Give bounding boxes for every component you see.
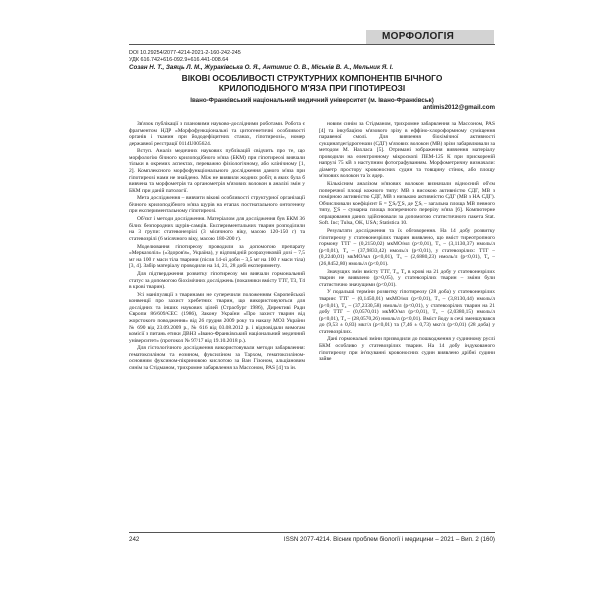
article-title-line-1: ВІКОВІ ОСОБЛИВОСТІ СТРУКТУРНИХ КОМПОНЕНТІВ БІЧНОГО — [181, 73, 443, 83]
paragraph: Кількісним аналізом м'язових волокон визначали відносний об'єм поперечної площі кожного типу: МВ з високою активністю СДГ, МВ з помірною активністю СДГ, МВ з низькою активністю СДГ (МВ з НА СДГ). Обчислювали коефіцієнт Б = ∑Sᵢ/∑S, де ∑Sᵢ – загальна площа МВ певного типу, ∑S – сумарна площа поперечного перерізу м'яза [6]. Компютерне опрацювання даних здійснювали за допомогою статистичного пакета Stat. Soft. Inc; Tulsa, OK, USA; Statistica 10. — [319, 181, 495, 227]
contact-email[interactable]: antimis2012@gmail.com — [422, 104, 495, 111]
left-text-column — [129, 121, 305, 529]
section-title: МОРФОЛОГІЯ — [382, 31, 455, 42]
footer-divider — [129, 532, 495, 533]
paragraph: Значущих змін вмісту ТТГ, T₃, T₄ в крові на 21 добу у статевонезрілих тварин не виявлено (p>0,05), у статевозрілих тварин – зміни були статистично значущими (p<0,01). — [319, 268, 495, 288]
doi-line: DOI 10.29254/2077-4214-2021-2-160-242-245 — [129, 50, 241, 56]
journal-citation: ISSN 2077-4214. Вісник проблем біології і медицини – 2021 – Вип. 2 (160) — [283, 536, 495, 543]
paragraph: У подальші терміни розвитку гіпотиреозу (28 доба) у статевонезрілих тварин: ТТГ – (0,1450,01) мкМО/мл (p<0,01), T₃ – (3,8130,44) нмоль/л (p<0,01), T₄ – (37,2330,58) нмоль/л (p<0,01), у статевозрілих тварин на 21 добу ТТГ – (0,0570,01) мкМО/мл (p<0,01), T₃ – (2,0380,15) нмоль/л (p<0,01), T₄ – (28,0570,26) нмоль/л (p<0,01). Вміст йоду в сечі зменшувався до (9,53 ± 0,83) мкг/л (p<0,01) та (7,46 ± 0,73) мкг/л (p<0,01) (28 доба) у статевозрілих. — [319, 289, 495, 335]
paragraph: Для підтвердження розвитку гіпотиреозу ми вивчали гормональний статус за допомогою біохімічних досліджень (показники вмісту ТТГ, Т3, Т4 в крові тварин). — [129, 270, 305, 291]
article-title-line-2: КРИЛОПОДІБНОГО М'ЯЗА ПРИ ГІПОТИРЕОЗІ — [218, 83, 406, 93]
affiliation: Івано-Франківський національний медичний університет (м. Івано-Франківськ) — [190, 97, 434, 104]
right-text-column — [319, 121, 495, 529]
page-number: 242 — [129, 536, 140, 543]
udc-line: УДК 616.742+616-092.9+616.441-008.64 — [129, 57, 229, 63]
paragraph: новим синім за Стідманом, трихромне забарвлення за Массоном, PAS [4] та інкубацією м'язового зрізу в еффіно-хлороформному суміщення паравеної смолі. Для вивчення біохімічної активності сукцинатдегідрогенази (СДГ) м'язових волокон (МВ) зрізи забарвлювали за методом М. Нахласа [5]. Отримані зображення вивчення матеріалу проводили на електронному мікроскопі ПЕМ-125 К при прискореній напрузі 75 кВ з наступним фотографуванням. Морфометричну визначали: діаметр простору кровоносних судин та товщину стінок, або площу м'язових волокон та їх ядер. — [319, 121, 495, 180]
paragraph: Вступ. Аналіз медичних наукових публікацій свідчить про те, що морфологію бічного крилоподібного м'яза (БКМ) при гіпотиреозі вивчали тільки в окремих аспектах, переважно фізіологічному, або клінічному [1, 2]. Комплексного морфофункціонального дослідження даного м'яза при гіпотиреозі нами не знайдено. Між не виявили жодних робіт, в яких була б вивчена та морфометрія та органометрія м'язових волокон в аналізі змін у БКМ при даній патології. — [129, 148, 305, 194]
paragraph: Результати дослідження та їх обговорення. На 14 добу розвитку гіпотиреозу у статевонезрілих тварин виявлено, що вміст тиреотропного гормону ТТГ – (0,2150,02) мкМО/мл (p<0,01), T₃ – (3,1130,37) нмоль/л (p<0,01), T₄ – (37,9833,42) нмоль/л (p<0,01), у статевозрілих: ТТГ – (0,2240,01) мкМО/мл (p<0,01), T₃ – (2,6880,23) нмоль/л (p<0,01), T₄ – (26,8452,80) нмоль/л (p<0,01). — [319, 228, 495, 267]
paragraph: Усі маніпуляції з тваринами не суперечили положенням Європейської конвенції про захист хребетних тварин, що використовуються для дослідних та інших наукових цілей (Страсбург 1986), Директиві Ради Європи 86/609/ЄЕС (1986), Закону України «Про захист тварин від жорстокого поводження» від 26 грудня 2009 року та наказу МОЗ України № 690 від 23.09.2009 р., № 616 від 03.08.2012 р. і відповідали вимогам комісії з питань етики ДВНЗ «Івано-Франківський національний медичний університет» (протокол № 97/17 від 19.10.2018 р.). — [129, 291, 305, 344]
paragraph: Об'єкт і методи дослідження. Матеріалом для дослідження був БКМ 36 білих безпородних щурів-самців. Експериментальних тварин розподілили на 3 групи: статевонезрілі (3 місячного віку, масою 120-150 г) та статевозрілі (6 місячного віку, масою 180-200 г). — [129, 216, 305, 242]
article-title — [129, 73, 495, 93]
author-list: Созан Н. Т., Заяць Л. М., Журакі́вська О. Я., Антимис О. В., Міськів В. А., Мельник Я. І. — [129, 64, 394, 71]
paragraph: Зв'язок публікації з плановими науково-дослідними роботами. Робота є фрагментом НДР «Морфофункціональні та цитогенетичні особливості органів і тканин при йододефіцитних станах, гіпотиреозі», номер державної реєстрації 0114U005624. — [129, 121, 305, 147]
paragraph: Моделювання гіпотиреозу проводили за допомогою препарату «Мерказоліл» («Здоров'я», Україна), у відповідній розрахунковій дозі – 7,5 мг на 100 г маси тіла тварини (після 14-ої доби – 3,5 мг на 100 г маси тіла) [3, 4]. Забір матеріалу проводили на 14, 21, 28 добі експерименту. — [129, 243, 305, 270]
paragraph: Мета дослідження – вивчити вікові особливості структурної організації бічного крилоподібного м'яза щурів на етапах постнатального онтогенезу при експериментальному гіпотиреозі. — [129, 195, 305, 215]
header-divider — [129, 44, 495, 45]
paragraph: Для гістологічного дослідження використовували методи забарвлення: гематоксиліном та еозином, фуксиліном за Тархом, гематоксиліном-основним фуксином-пікриновою кислотою за Ван Гізоном, альціановим синім за Стідманом, трихромне забарвлення за Массоном, PAS [4] та ін. — [129, 345, 305, 371]
paragraph: Дані гормональні зміни призводили до пошкодження у судинному руслі БКМ особливо у статевозрілих тварин. На 14 добу індукованого гіпотиреозу при ін'єкуванні кровоносних судин виявлено дрібні судини зайве — [319, 336, 495, 363]
